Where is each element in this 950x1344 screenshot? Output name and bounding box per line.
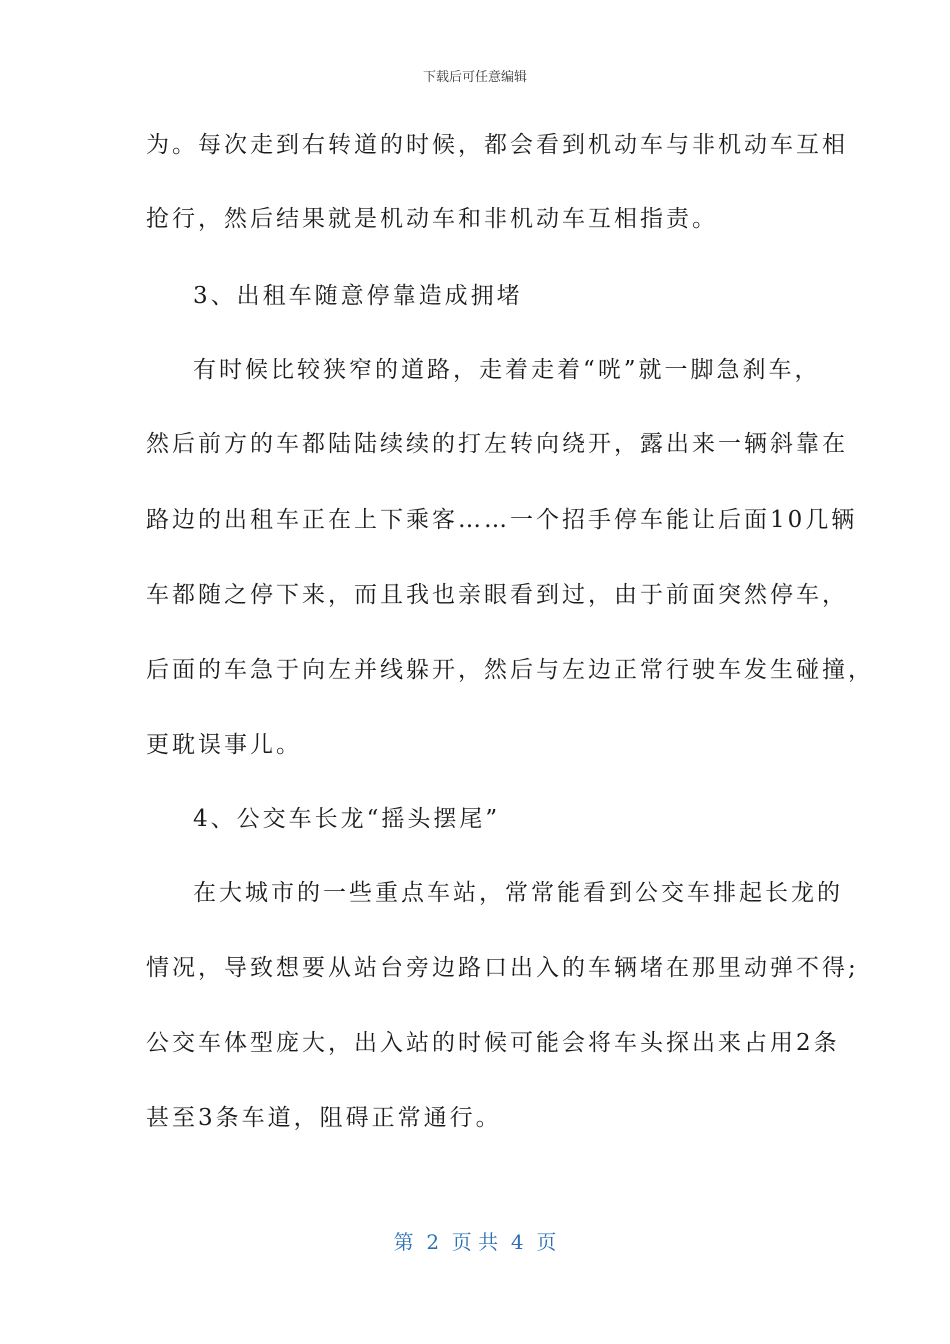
paragraph-line: 在大城市的一些重点车站，常常能看到公交车排起长龙的 (193, 880, 843, 906)
paragraph-line: 抢行，然后结果就是机动车和非机动车互相指责。 (146, 206, 718, 232)
page-number-footer: 第 2 页 共 4 页 (393, 1230, 557, 1254)
paragraph-line: 路边的出租车正在上下乘客……一个招手停车能让后面10几辆 (146, 507, 858, 533)
page-header: 下载后可任意编辑 (422, 70, 527, 85)
paragraph-line: 情况，导致想要从站台旁边路口出入的车辆堵在那里动弹不得; (146, 955, 859, 981)
paragraph-line: 后面的车急于向左并线躲开，然后与左边正常行驶车发生碰撞， (146, 657, 874, 683)
paragraph-line: 有时候比较狭窄的道路，走着走着“咣”就一脚急刹车， (193, 357, 821, 383)
paragraph-line: 然后前方的车都陆陆续续的打左转向绕开，露出来一辆斜靠在 (146, 431, 848, 457)
paragraph-line: 公交车体型庞大，出入站的时候可能会将车头探出来占用2条 (146, 1030, 840, 1056)
section-heading: 3、出租车随意停靠造成拥堵 (193, 283, 523, 309)
paragraph-line: 为。每次走到右转道的时候，都会看到机动车与非机动车互相 (146, 132, 848, 158)
paragraph-line: 甚至3条车道，阻碍正常通行。 (146, 1105, 502, 1131)
section-heading: 4、公交车长龙“摇头摆尾” (193, 806, 501, 832)
paragraph-line: 更耽误事儿。 (146, 732, 302, 758)
paragraph-line: 车都随之停下来，而且我也亲眼看到过，由于前面突然停车， (146, 582, 848, 608)
